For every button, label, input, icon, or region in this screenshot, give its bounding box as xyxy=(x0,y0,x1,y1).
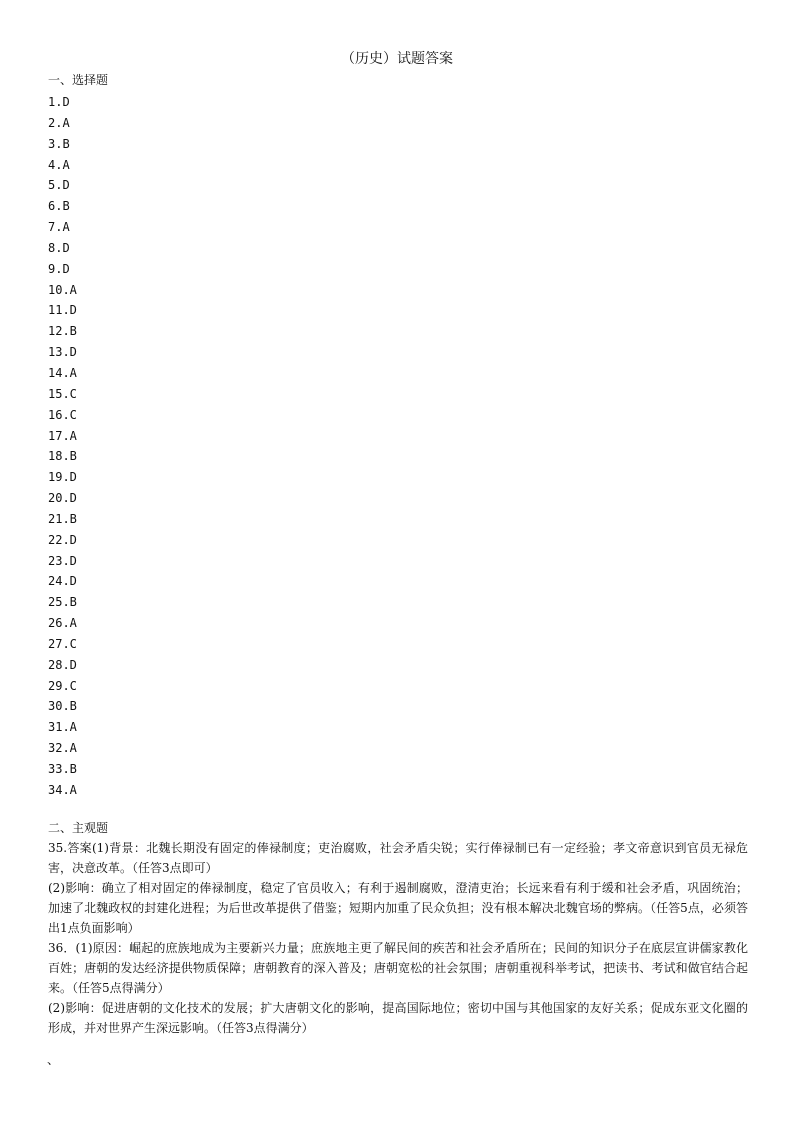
q36-part2: (2)影响：促进唐朝的文化技术的发展；扩大唐朝文化的影响，提高国际地位；密切中国与其他国家的友好关系；促成东亚文化圈的形成，并对世界产生深远影响。（任答3点得满分） xyxy=(48,1001,748,1035)
answer-item: 21.B xyxy=(48,511,77,526)
answer-item: 8.D xyxy=(48,240,70,255)
answer-item: 25.B xyxy=(48,595,77,610)
answer-item: 34.A xyxy=(48,782,77,797)
answer-item: 20.D xyxy=(48,491,77,506)
q35-part1: 35.答案(1)背景：北魏长期没有固定的俸禄制度；吏治腐败，社会矛盾尖锐；实行俸禄制已有一定经验；孝文帝意识到官员无禄危害，决意改革。（任答3点即可） xyxy=(48,841,748,875)
answer-item: 22.D xyxy=(48,532,77,547)
answer-item: 32.A xyxy=(48,741,77,756)
answer-item: 17.A xyxy=(48,428,77,443)
answer-item: 9.D xyxy=(48,261,70,276)
answer-item: 28.D xyxy=(48,657,77,672)
q35-part2: (2)影响：确立了相对固定的俸禄制度，稳定了官员收入；有利于遏制腐败，澄清吏治；长远来看有利于缓和社会矛盾，巩固统治；加速了北魏政权的封建化进程；为后世改革提供了借鉴；短期内加重了民众负担；没有根本解决北魏官场的弊病。（任答5点，必须答出1点负面影响） xyxy=(48,881,748,935)
answer-item: 7.A xyxy=(48,220,70,235)
answer-item: 18.B xyxy=(48,449,77,464)
trailing-mark: 、 xyxy=(47,1053,60,1067)
answer-item: 15.C xyxy=(48,386,77,401)
answer-item: 16.C xyxy=(48,407,77,422)
answer-item: 13.D xyxy=(48,345,77,360)
answer-item: 10.A xyxy=(48,282,77,297)
answer-item: 14.A xyxy=(48,365,77,380)
answer-item: 11.D xyxy=(48,303,77,318)
answer-item: 5.D xyxy=(48,178,70,193)
page-title: （历史）试题答案 xyxy=(341,51,453,67)
q36-part1: 36．(1)原因：崛起的庶族地成为主要新兴力量；庶族地主更了解民间的疾苦和社会矛盾所在；民间的知识分子在底层宣讲儒家教化百姓；唐朝的发达经济提供物质保障；唐朝教育的深入普及；唐朝宽松的社会氛围；唐朝重视科举考试，把读书、考试和做官结合起来。（任答5点得满分） xyxy=(48,941,748,995)
answer-item: 30.B xyxy=(48,699,77,714)
answer-item: 23.D xyxy=(48,553,77,568)
answer-item: 33.B xyxy=(48,762,77,776)
section-heading-subjective: 二、主观题 xyxy=(48,821,109,835)
answer-item: 26.A xyxy=(48,616,77,631)
answer-item: 29.C xyxy=(48,678,77,693)
answer-item: 12.B xyxy=(48,324,77,339)
answer-item: 1.D xyxy=(48,95,70,109)
section-heading-choice: 一、选择题 xyxy=(48,73,109,87)
choice-answer-list xyxy=(48,92,77,801)
answer-item: 19.D xyxy=(48,470,77,485)
answer-item: 24.D xyxy=(48,574,77,589)
answer-item: 4.A xyxy=(48,157,70,172)
answer-item: 3.B xyxy=(48,136,70,151)
answer-item: 2.A xyxy=(48,115,70,130)
answer-item: 31.A xyxy=(48,720,77,735)
answer-item: 27.C xyxy=(48,636,77,651)
subjective-answers xyxy=(48,838,748,1038)
answer-item: 6.B xyxy=(48,199,70,214)
